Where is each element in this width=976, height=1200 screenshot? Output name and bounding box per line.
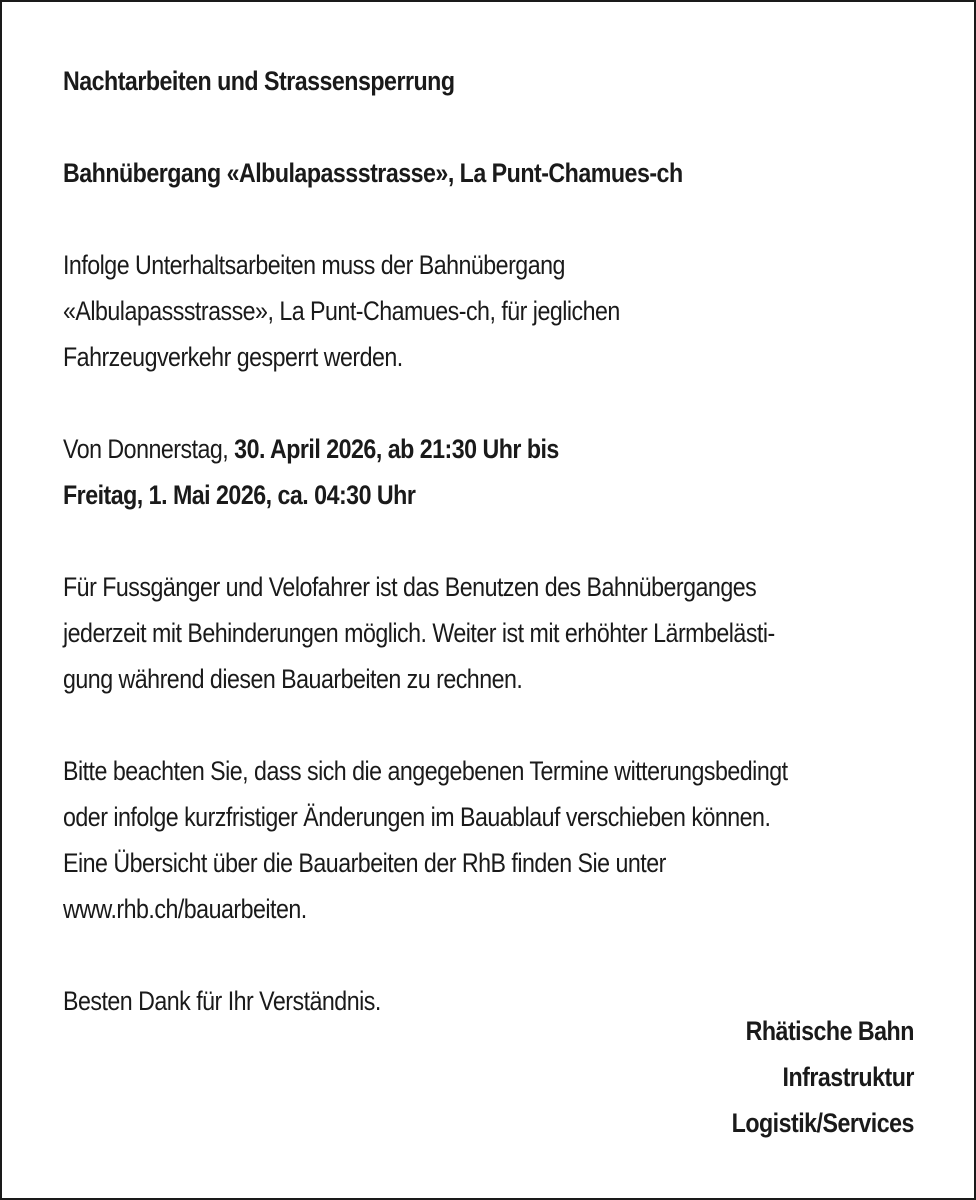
notice-title: Nachtarbeiten und Strassensperrung [63,66,455,96]
text-line: Fahrzeugverkehr gesperrt werden. [63,342,403,372]
spacer [63,932,803,978]
text-line: Für Fussgänger und Velofahrer ist das Benutzen des Bahnüberganges [63,572,757,602]
schedule-start: 30. April 2026, ab 21:30 Uhr bis [234,434,559,464]
signature-department: Infrastruktur [782,1062,914,1092]
text-line: Bitte beachten Sie, dass sich die angegebenen Termine witterungsbedingt [63,756,788,786]
text-line: jederzeit mit Behinderungen möglich. Weiter ist mit erhöhter Lärmbelästi- [63,618,775,648]
signature-block [732,1008,914,1146]
schedule-end: Freitag, 1. Mai 2026, ca. 04:30 Uhr [63,480,416,510]
schedule-start-line [63,426,803,472]
spacer [63,104,803,150]
info-paragraph [63,748,803,932]
text-line: «Albulapassstrasse», La Punt-Chamues-ch, für jeglichen [63,296,620,326]
signature-company: Rhätische Bahn [745,1016,914,1046]
closure-paragraph [63,242,803,380]
pedestrian-paragraph [63,564,803,702]
schedule-prefix: Von Donnerstag, [63,434,235,464]
spacer [63,196,803,242]
spacer [63,380,803,426]
notice-subtitle: Bahnübergang «Albulapassstrasse», La Punt-Chamues-ch [63,158,683,188]
notice-body [63,58,803,1024]
closing-line: Besten Dank für Ihr Verständnis. [63,986,381,1016]
text-line: gung während diesen Bauarbeiten zu rechnen. [63,664,523,694]
signature-unit: Logistik/Services [731,1108,914,1138]
text-line: oder infolge kurzfristiger Änderungen im Bauablauf verschieben können. [63,802,771,832]
spacer [63,702,803,748]
schedule-paragraph [63,426,803,518]
text-line: Infolge Unterhaltsarbeiten muss der Bahnübergang [63,250,565,280]
spacer [63,518,803,564]
text-line: Eine Übersicht über die Bauarbeiten der RhB finden Sie unter [63,848,666,878]
website-url: www.rhb.ch/bauarbeiten. [63,894,307,924]
